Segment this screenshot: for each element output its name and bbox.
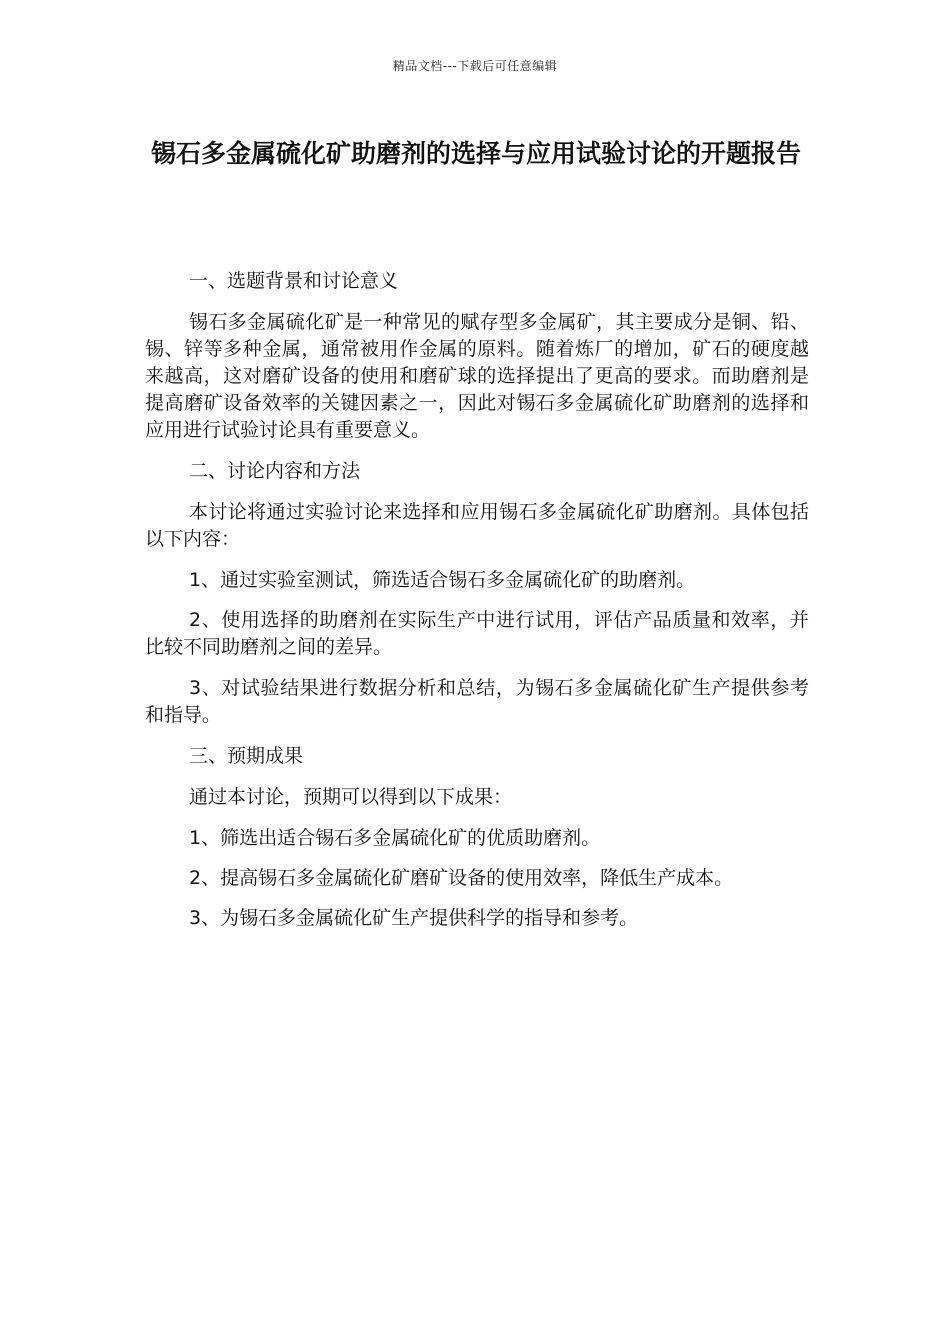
section-2-heading: 二、讨论内容和方法 — [189, 460, 361, 482]
section-2-intro: 本讨论将通过实验讨论来选择和应用锡石多金属硫化矿助磨剂。具体包括以下内容： — [145, 501, 809, 550]
document-title: 锡石多金属硫化矿助磨剂的选择与应用试验讨论的开题报告 — [150, 139, 801, 168]
document-body — [145, 268, 809, 945]
section-2-item: 2、使用选择的助磨剂在实际生产中进行试用，评估产品质量和效率，并比较不同助磨剂之间的差异。 — [145, 609, 809, 658]
section-3-intro: 通过本讨论，预期可以得到以下成果： — [189, 786, 513, 808]
section-1-body: 锡石多金属硫化矿是一种常见的赋存型多金属矿，其主要成分是铜、铅、锡、锌等多种金属，通常被用作金属的原料。随着炼厂的增加，矿石的硬度越来越高，这对磨矿设备的使用和磨矿球的选择提出了更高的要求。而助磨剂是提高磨矿设备效率的关键因素之一，因此对锡石多金属硫化矿助磨剂的选择和应用进行试验讨论具有重要意义。 — [145, 311, 809, 441]
section-3-heading: 三、预期成果 — [189, 745, 304, 767]
header-note: 精品文档---下载后可任意编辑 — [392, 59, 558, 73]
section-3-item: 2、提高锡石多金属硫化矿磨矿设备的使用效率，降低生产成本。 — [189, 867, 734, 889]
section-1-heading: 一、选题背景和讨论意义 — [189, 270, 399, 292]
section-3-item: 1、筛选出适合锡石多金属硫化矿的优质助磨剂。 — [189, 827, 601, 849]
section-2-item: 1、通过实验室测试，筛选适合锡石多金属硫化矿的助磨剂。 — [189, 569, 696, 591]
section-3-item: 3、为锡石多金属硫化矿生产提供科学的指导和参考。 — [189, 907, 639, 929]
section-2-item: 3、对试验结果进行数据分析和总结，为锡石多金属硫化矿生产提供参考和指导。 — [145, 677, 809, 726]
